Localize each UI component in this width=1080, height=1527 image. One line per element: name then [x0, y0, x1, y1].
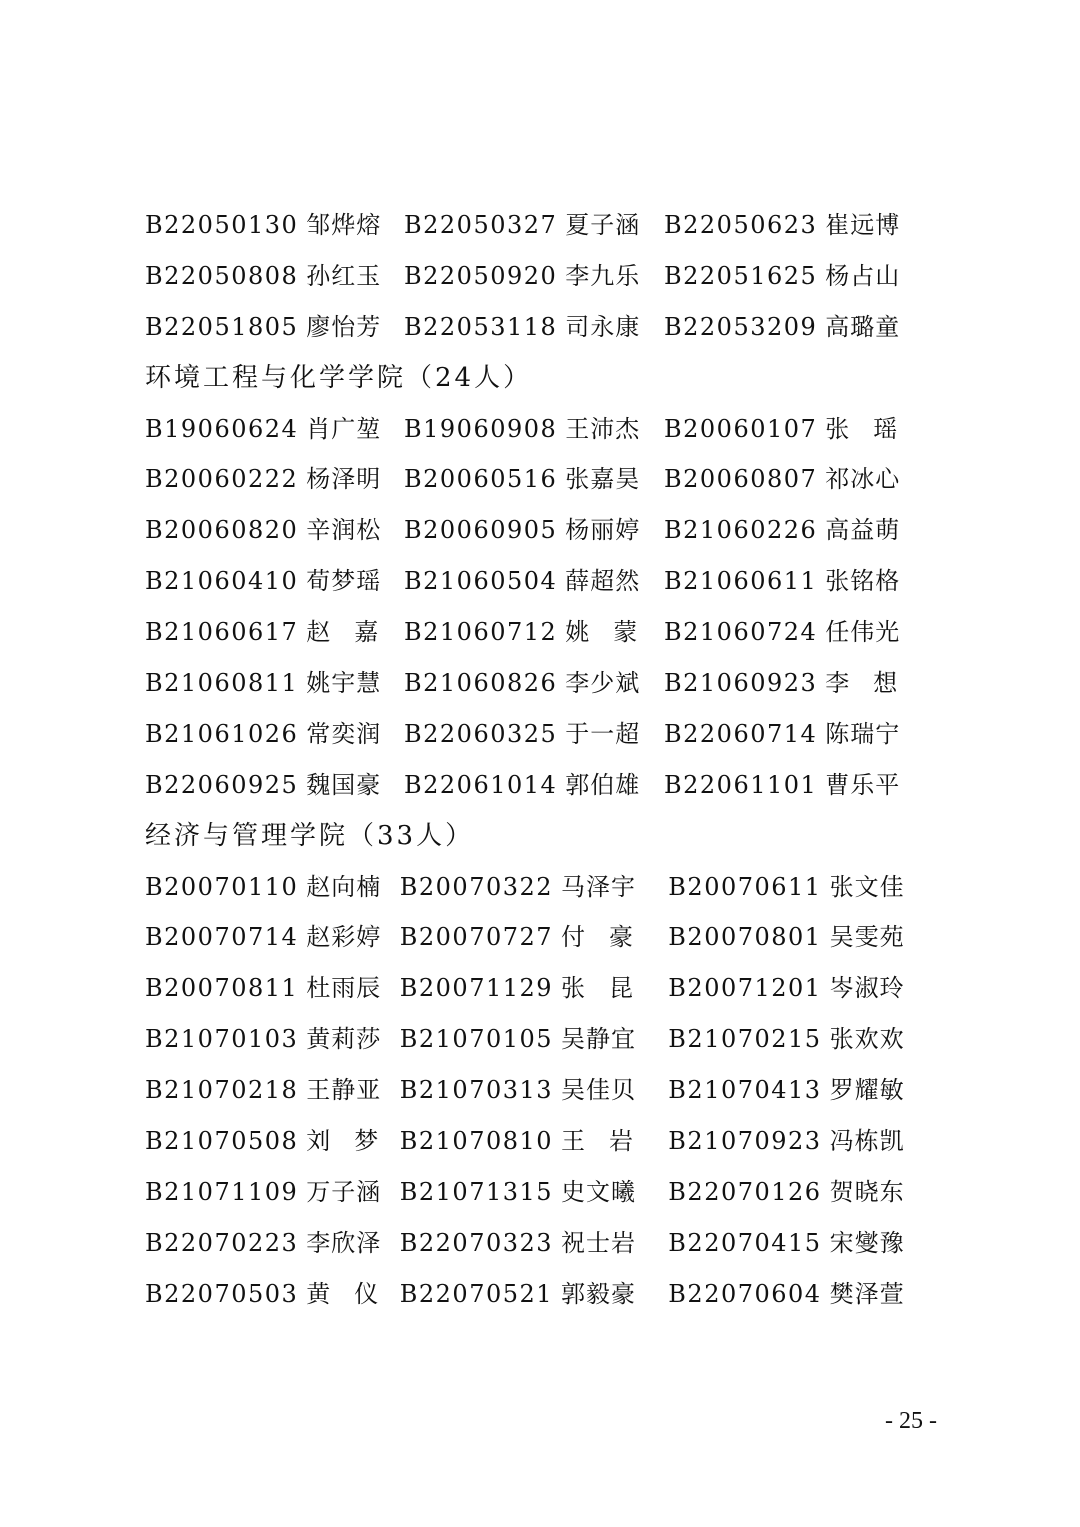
student-name: 曹乐平: [825, 770, 901, 799]
student-entry: [668, 917, 925, 952]
student-entry: [145, 1121, 400, 1156]
student-entry: [664, 714, 925, 749]
student-name: 杨泽明: [306, 465, 382, 494]
student-id: B20060516: [404, 465, 558, 494]
student-name: 张欢欢: [829, 1025, 905, 1054]
student-name: 王静亚: [306, 1076, 382, 1105]
student-entry: [404, 765, 664, 800]
student-id: B21060226: [664, 516, 818, 545]
student-entry: [668, 867, 925, 902]
student-id: B22051625: [664, 261, 818, 290]
student-entry: [404, 307, 664, 342]
list-row: [145, 1215, 925, 1266]
student-id: B20070727: [399, 923, 554, 952]
student-name: 付 豪: [561, 923, 634, 952]
student-entry: [664, 765, 925, 800]
student-entry: [668, 1070, 925, 1105]
student-name: 马泽宇: [561, 872, 637, 901]
list-row: [145, 1062, 925, 1113]
student-id: B21070313: [399, 1076, 554, 1105]
student-entry: [145, 205, 404, 240]
student-entry: [664, 663, 925, 698]
list-row: [145, 1164, 925, 1215]
student-id: B20071201: [668, 974, 822, 1003]
student-id: B20070714: [145, 923, 299, 952]
student-id: B22050808: [145, 261, 299, 290]
student-name: 罗耀敏: [829, 1076, 905, 1105]
student-id: B21070218: [145, 1076, 299, 1105]
list-row: [145, 197, 925, 248]
student-name: 史文曦: [561, 1177, 637, 1206]
student-name: 李 想: [825, 668, 898, 697]
student-name: 黄莉莎: [306, 1025, 382, 1054]
student-name: 张嘉昊: [565, 465, 641, 494]
student-id: B21060617: [145, 618, 299, 647]
student-name: 郭伯雄: [565, 770, 641, 799]
name-list: [145, 197, 925, 1317]
student-entry: [145, 765, 404, 800]
list-row: [145, 1113, 925, 1164]
student-id: B22053118: [404, 312, 558, 341]
student-entry: [668, 1172, 925, 1207]
student-name: 张 昆: [561, 974, 634, 1003]
student-entry: [404, 256, 664, 291]
student-entry: [668, 968, 925, 1003]
student-entry: [145, 714, 404, 749]
list-row: [145, 451, 925, 502]
student-name: 廖怡芳: [306, 312, 382, 341]
student-name: 贺晓东: [829, 1177, 905, 1206]
student-id: B22051805: [145, 312, 299, 341]
student-id: B20060905: [404, 516, 558, 545]
student-name: 岑淑玲: [829, 974, 905, 1003]
list-row: [145, 401, 925, 452]
student-name: 辛润松: [306, 516, 382, 545]
student-name: 杨占山: [825, 261, 901, 290]
student-name: 李九乐: [565, 261, 641, 290]
student-name: 吴佳贝: [561, 1076, 637, 1105]
student-id: B21060811: [145, 668, 299, 697]
student-id: B21070810: [399, 1126, 554, 1155]
student-entry: [404, 205, 664, 240]
student-id: B20060820: [145, 516, 299, 545]
student-name: 张铭格: [825, 567, 901, 596]
list-row: [145, 757, 925, 808]
list-row: [145, 1011, 925, 1062]
section-0: [145, 197, 925, 350]
student-id: B21070413: [668, 1076, 822, 1105]
student-entry: [145, 1223, 400, 1258]
student-name: 魏国豪: [306, 770, 382, 799]
student-id: B21060611: [664, 567, 818, 596]
student-entry: [664, 205, 925, 240]
student-name: 陈瑞宁: [825, 719, 901, 748]
student-entry: [400, 867, 669, 902]
student-entry: [145, 1172, 400, 1207]
student-name: 王沛杰: [565, 414, 641, 443]
student-entry: [664, 307, 925, 342]
student-entry: [145, 510, 404, 545]
list-row: [145, 960, 925, 1011]
student-id: B21060826: [404, 668, 558, 697]
list-row: [145, 706, 925, 757]
student-name: 肖广堃: [306, 414, 382, 443]
student-id: B20070811: [145, 974, 299, 1003]
student-name: 高益萌: [825, 516, 901, 545]
student-id: B21060923: [664, 668, 818, 697]
student-entry: [145, 917, 400, 952]
student-id: B22050327: [404, 210, 558, 239]
student-entry: [668, 1121, 925, 1156]
list-row: [145, 909, 925, 960]
student-id: B22070521: [399, 1279, 554, 1308]
student-entry: [668, 1274, 925, 1309]
student-entry: [404, 510, 664, 545]
student-entry: [400, 1019, 669, 1054]
list-row: [145, 604, 925, 655]
student-entry: [145, 612, 404, 647]
student-id: B21070105: [399, 1025, 554, 1054]
student-id: B21070923: [668, 1126, 822, 1155]
student-entry: [664, 256, 925, 291]
student-name: 杨丽婷: [565, 516, 641, 545]
student-entry: [404, 561, 664, 596]
student-name: 吴静宜: [561, 1025, 637, 1054]
student-id: B21060712: [404, 618, 558, 647]
student-name: 杜雨辰: [306, 974, 382, 1003]
student-entry: [668, 1223, 925, 1258]
student-name: 樊泽萱: [829, 1279, 905, 1308]
student-entry: [145, 1274, 400, 1309]
student-id: B20060107: [664, 414, 818, 443]
section-1: [145, 350, 925, 808]
student-name: 黄 仪: [306, 1279, 379, 1308]
student-id: B22070223: [145, 1228, 299, 1257]
student-entry: [145, 968, 400, 1003]
student-id: B22050920: [404, 261, 558, 290]
student-id: B22060714: [664, 719, 818, 748]
student-name: 冯栋凯: [829, 1126, 905, 1155]
student-name: 祝士岩: [561, 1228, 637, 1257]
student-id: B22061014: [404, 770, 558, 799]
student-id: B22050130: [145, 210, 299, 239]
student-entry: [400, 1070, 669, 1105]
student-entry: [404, 459, 664, 494]
student-name: 赵彩婷: [306, 923, 382, 952]
student-id: B19060624: [145, 414, 299, 443]
student-id: B22050623: [664, 210, 818, 239]
list-row: [145, 859, 925, 910]
student-name: 吴雯苑: [829, 923, 905, 952]
page-number: - 25 -: [885, 1408, 937, 1434]
student-name: 李少斌: [565, 668, 641, 697]
list-row: [145, 1266, 925, 1317]
student-name: 刘 梦: [306, 1126, 379, 1155]
student-entry: [145, 409, 404, 444]
student-id: B22070503: [145, 1279, 299, 1308]
student-name: 姚 蒙: [565, 618, 638, 647]
student-entry: [145, 1019, 400, 1054]
section-header: 经济与管理学院（33人）: [145, 820, 475, 851]
student-entry: [145, 459, 404, 494]
student-id: B21070103: [145, 1025, 299, 1054]
student-id: B22070604: [668, 1279, 822, 1308]
list-row: [145, 655, 925, 706]
student-name: 薛超然: [565, 567, 641, 596]
student-entry: [400, 917, 669, 952]
student-entry: [404, 409, 664, 444]
student-name: 张文佳: [829, 872, 905, 901]
student-id: B21070508: [145, 1126, 299, 1155]
student-name: 宋燮豫: [829, 1228, 905, 1257]
student-id: B22070126: [668, 1177, 822, 1206]
student-name: 司永康: [565, 312, 641, 341]
student-entry: [404, 663, 664, 698]
student-id: B20060807: [664, 465, 818, 494]
student-entry: [145, 307, 404, 342]
student-entry: [404, 612, 664, 647]
student-id: B22060325: [404, 719, 558, 748]
list-row: [145, 502, 925, 553]
student-id: B19060908: [404, 414, 558, 443]
student-entry: [664, 510, 925, 545]
student-name: 邹烨熔: [306, 210, 382, 239]
student-entry: [145, 1070, 400, 1105]
student-id: B20070110: [145, 872, 299, 901]
student-id: B21060724: [664, 618, 818, 647]
student-name: 赵 嘉: [306, 618, 379, 647]
student-entry: [400, 1223, 669, 1258]
student-entry: [664, 561, 925, 596]
list-row: [145, 248, 925, 299]
student-entry: [145, 561, 404, 596]
student-entry: [664, 409, 925, 444]
student-entry: [145, 867, 400, 902]
student-name: 于一超: [565, 719, 641, 748]
list-row: [145, 299, 925, 350]
list-row: [145, 553, 925, 604]
student-entry: [668, 1019, 925, 1054]
student-entry: [400, 968, 669, 1003]
student-name: 王 岩: [561, 1126, 634, 1155]
student-name: 荀梦瑶: [306, 567, 382, 596]
student-id: B20060222: [145, 465, 299, 494]
student-name: 万子涵: [306, 1177, 382, 1206]
student-id: B22070323: [399, 1228, 554, 1257]
student-id: B20070322: [399, 872, 554, 901]
student-name: 祁冰心: [825, 465, 901, 494]
student-entry: [400, 1274, 669, 1309]
student-id: B22061101: [664, 770, 818, 799]
student-entry: [404, 714, 664, 749]
student-id: B21060410: [145, 567, 299, 596]
student-id: B21061026: [145, 719, 299, 748]
student-id: B20071129: [399, 974, 554, 1003]
student-entry: [400, 1172, 669, 1207]
student-name: 李欣泽: [306, 1228, 382, 1257]
student-name: 常奕润: [306, 719, 382, 748]
student-id: B21071315: [399, 1177, 554, 1206]
student-entry: [664, 612, 925, 647]
student-name: 赵向楠: [306, 872, 382, 901]
student-entry: [145, 256, 404, 291]
student-id: B22070415: [668, 1228, 822, 1257]
student-entry: [145, 663, 404, 698]
student-id: B20070611: [668, 872, 822, 901]
student-entry: [400, 1121, 669, 1156]
student-id: B21060504: [404, 567, 558, 596]
student-name: 任伟光: [825, 618, 901, 647]
student-name: 姚宇慧: [306, 668, 382, 697]
student-name: 崔远博: [825, 210, 901, 239]
student-name: 高璐童: [825, 312, 901, 341]
student-name: 张 瑶: [825, 414, 898, 443]
student-id: B21070215: [668, 1025, 822, 1054]
student-id: B22053209: [664, 312, 818, 341]
student-name: 郭毅豪: [561, 1279, 637, 1308]
student-id: B20070801: [668, 923, 822, 952]
student-id: B21071109: [145, 1177, 299, 1206]
section-header: 环境工程与化学学院（24人）: [145, 362, 533, 393]
student-name: 夏子涵: [565, 210, 641, 239]
student-id: B22060925: [145, 770, 299, 799]
student-entry: [664, 459, 925, 494]
student-name: 孙红玉: [306, 261, 382, 290]
section-2: [145, 808, 925, 1317]
